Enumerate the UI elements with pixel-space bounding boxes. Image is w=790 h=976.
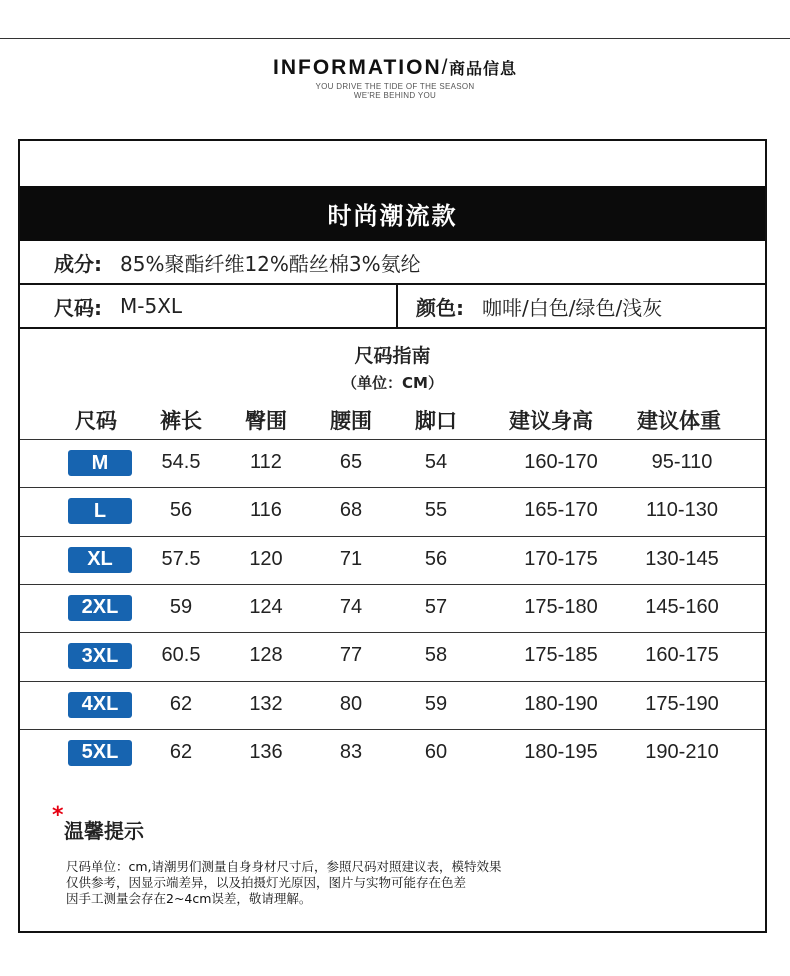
- tagline-1: YOU DRIVE THE TIDE OF THE SEASON: [315, 82, 475, 91]
- table-cell: 59: [169, 595, 193, 618]
- size-guide-title: 尺码指南: [354, 345, 431, 367]
- table-cell: 54.5: [161, 451, 201, 473]
- size-chart-card: [18, 139, 767, 933]
- table-cell: 57.5: [161, 547, 201, 570]
- table-cell: 160-175: [645, 644, 719, 667]
- table-row: [20, 439, 765, 487]
- table-cell: 95-110: [651, 451, 713, 473]
- table-cell: 175-190: [645, 692, 719, 715]
- size-range-label: 尺码:: [54, 295, 102, 320]
- tagline-2: WE'RE BEHIND YOU: [353, 91, 437, 100]
- table-cell: 112: [250, 451, 282, 473]
- table-cell: 190-210: [645, 740, 719, 763]
- table-cell: 83: [339, 740, 363, 763]
- tips-title: 温馨提示: [64, 819, 144, 843]
- table-cell: 65: [339, 451, 363, 473]
- table-cell: 56: [424, 547, 448, 570]
- table-cell: 175-185: [524, 644, 598, 667]
- table-cell: 71: [339, 547, 363, 570]
- table-cell: 56: [169, 499, 193, 522]
- table-row: [20, 536, 765, 584]
- table-cell: 60: [424, 740, 448, 763]
- header-waist: 腰围: [330, 409, 372, 433]
- table-cell: 145-160: [645, 595, 719, 618]
- table-row: [20, 729, 765, 777]
- composition-row: [20, 241, 765, 285]
- size-badge: 3XL: [68, 643, 132, 669]
- size-badge: 4XL: [68, 692, 132, 718]
- table-cell: 57: [424, 595, 448, 618]
- top-divider: [0, 38, 790, 39]
- color-label: 颜色:: [416, 295, 464, 320]
- row-divider: [20, 536, 765, 537]
- table-cell: 128: [249, 644, 283, 667]
- color-cell: [398, 285, 783, 327]
- size-guide-unit: （单位：CM）: [342, 374, 443, 392]
- table-cell: 77: [339, 644, 363, 667]
- table-cell: 110-130: [646, 499, 718, 522]
- composition-label: 成分:: [54, 251, 102, 276]
- table-cell: 80: [339, 692, 363, 715]
- table-cell: 170-175: [524, 547, 598, 570]
- size-badge: M: [68, 450, 132, 476]
- table-header: [20, 405, 765, 439]
- row-divider: [20, 729, 765, 730]
- row-divider: [20, 681, 765, 682]
- tips-line: 尺码单位：cm,请潮男们测量自身身材尺寸后，参照尺码对照建议表，模特效果: [66, 859, 502, 874]
- table-cell: 58: [424, 644, 448, 667]
- table-cell: 136: [249, 740, 283, 763]
- table-cell: 165-170: [524, 499, 598, 522]
- title-separator: /: [441, 56, 449, 79]
- table-row: [20, 632, 765, 680]
- table-cell: 55: [424, 499, 448, 522]
- size-range-value: M-5XL: [120, 294, 183, 318]
- size-guide-heading: [20, 341, 765, 393]
- header-size: 尺码: [75, 409, 117, 433]
- table-row: [20, 584, 765, 632]
- section-header: [0, 56, 790, 100]
- table-cell: 60.5: [161, 644, 201, 667]
- color-value: 咖啡/白色/绿色/浅灰: [482, 295, 663, 320]
- title-chinese: 商品信息: [448, 59, 517, 78]
- table-cell: 62: [169, 692, 193, 715]
- asterisk-icon: *: [52, 803, 64, 828]
- table-cell: 180-195: [524, 740, 598, 763]
- header-length: 裤长: [160, 409, 202, 433]
- size-badge: L: [68, 498, 132, 524]
- table-cell: 59: [424, 692, 448, 715]
- table-cell: 132: [249, 692, 283, 715]
- table-row: [20, 487, 765, 535]
- table-cell: 124: [249, 595, 283, 618]
- row-divider: [20, 632, 765, 633]
- row-divider: [20, 439, 765, 440]
- size-badge: 5XL: [68, 740, 132, 766]
- table-cell: 116: [250, 499, 282, 522]
- table-cell: 180-190: [524, 692, 598, 715]
- tips-note: [66, 859, 666, 907]
- row-divider: [20, 487, 765, 488]
- style-banner: 时尚潮流款: [20, 186, 765, 241]
- title-english: INFORMATION: [273, 56, 442, 79]
- table-cell: 68: [339, 499, 363, 522]
- header-weight: 建议体重: [637, 409, 721, 433]
- size-color-row: [20, 285, 765, 329]
- size-badge: 2XL: [68, 595, 132, 621]
- header-hip: 臀围: [245, 409, 287, 433]
- table-cell: 62: [169, 740, 193, 763]
- tips-line: 因手工测量会存在2~4cm误差，敬请理解。: [66, 891, 312, 906]
- size-badge: XL: [68, 547, 132, 573]
- composition-value: 85%聚酯纤维12%酷丝棉3%氨纶: [120, 251, 421, 276]
- table-cell: 54: [424, 451, 448, 473]
- header-height: 建议身高: [509, 409, 593, 433]
- table-row: [20, 681, 765, 729]
- table-cell: 120: [249, 547, 283, 570]
- table-cell: 175-180: [524, 595, 598, 618]
- header-hem: 脚口: [415, 409, 457, 433]
- tips-line: 仅供参考，因显示端差异，以及拍摄灯光原因，图片与实物可能存在色差: [66, 875, 467, 890]
- table-cell: 74: [339, 595, 363, 618]
- row-divider: [20, 584, 765, 585]
- table-cell: 160-170: [524, 451, 598, 473]
- size-range-cell: [20, 285, 398, 327]
- section-title: [0, 56, 790, 80]
- table-cell: 130-145: [645, 547, 719, 570]
